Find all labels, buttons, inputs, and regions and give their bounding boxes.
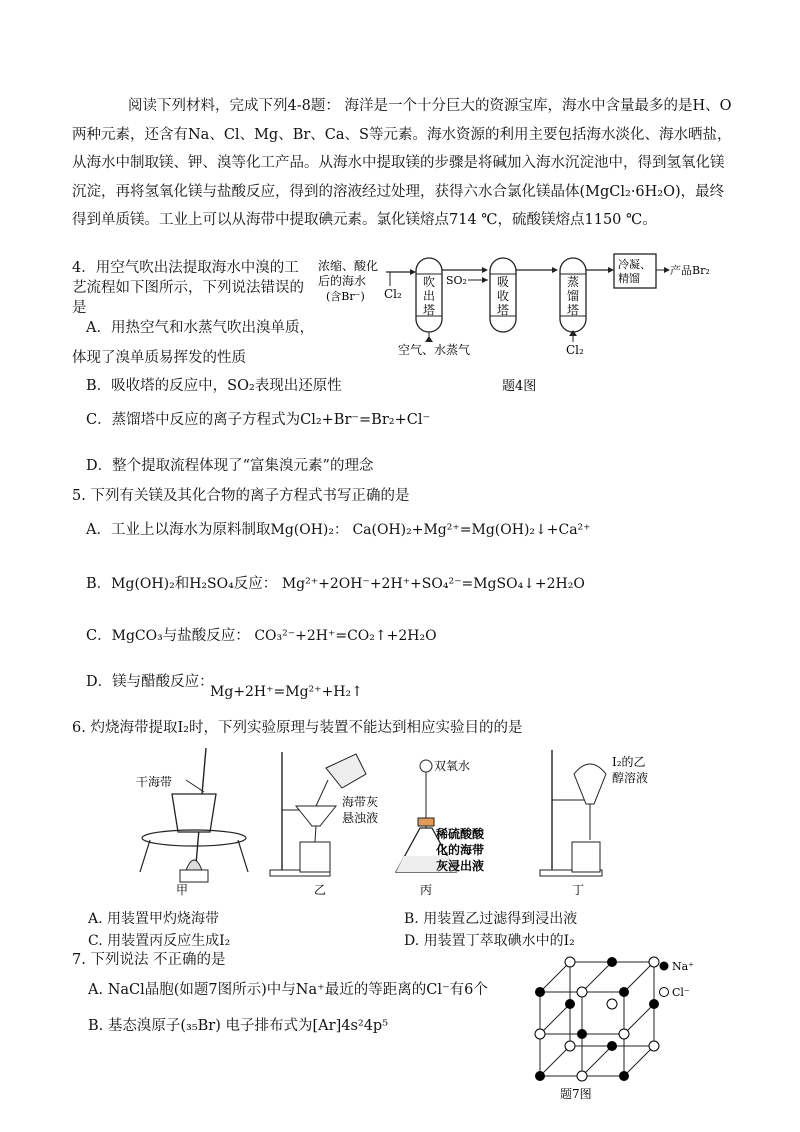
q5-c-label: C． <box>86 628 112 644</box>
q5-a-equation: ： Ca(OH)₂+Mg²⁺=Mg(OH)₂↓+Ca²⁺ <box>334 522 591 538</box>
stopper <box>418 818 434 826</box>
q5-b-label: B． <box>86 576 112 592</box>
q7-option-a: A. NaCl晶胞(如题7图所示)中与Na⁺最近的等距离的Cl⁻有6个 <box>88 982 488 998</box>
funnel <box>296 806 336 826</box>
q5-b-formula2: H₂SO₄ <box>189 576 234 592</box>
q4-stem-line2: 艺流程如下图所示，下列说法错误的 <box>72 280 304 296</box>
yi-label-2: 悬浊液 <box>342 811 379 825</box>
q5-c-text: 与盐酸反应： <box>162 628 250 644</box>
ding-label-1: I₂的乙 <box>612 755 646 769</box>
q4-option-a-line2: 体现了溴单质易挥发的性质 <box>72 350 246 366</box>
tower2-char2: 收 <box>497 289 510 303</box>
q6-option-a: A. 用装置甲灼烧海带 <box>88 911 220 927</box>
figure4-caption: 题4图 <box>502 379 537 394</box>
so2-arrowhead <box>482 277 488 283</box>
q6-option-c: C. 用装置丙反应生成I₂ <box>88 933 231 949</box>
cl2-bottom-label: Cl₂ <box>566 343 584 357</box>
arrow-to-distiller-head <box>552 267 558 273</box>
apparatus-jia <box>136 748 248 897</box>
q5-option-b <box>86 570 585 598</box>
q5-b-and: 和 <box>174 576 190 592</box>
input-label-1: 浓缩、酸化 <box>318 259 379 273</box>
figure7-caption: 题7图 <box>560 1087 592 1101</box>
q6-stem: 6. 灼烧海带提取I₂时，下列实验原理与装置不能达到相应实验目的的是 <box>72 720 523 736</box>
apparatus-bing <box>396 758 485 897</box>
q5-b-react: 反应： <box>233 576 278 592</box>
box-label-1: 冷凝、 <box>618 258 651 271</box>
q4-stem-line3: 是 <box>72 300 87 316</box>
tower2-char1: 吸 <box>497 275 510 289</box>
product-label: 产品Br₂ <box>670 264 710 277</box>
q6-apparatus-figure <box>120 744 680 900</box>
jia-label: 干海带 <box>136 775 173 789</box>
lamp <box>180 870 208 882</box>
q5-a-formula: Mg(OH)₂ <box>270 522 335 538</box>
q4-option-b: B．吸收塔的反应中，SO₂表现出还原性 <box>86 378 342 394</box>
ding-caption: 丁 <box>572 883 585 897</box>
q5-a-text: A．工业上以海水为原料制取 <box>86 522 271 538</box>
q5-stem: 5. 下列有关镁及其化合物的离子方程式书写正确的是 <box>72 488 410 504</box>
tower3-char1: 蒸 <box>567 275 580 289</box>
crucible <box>172 794 216 832</box>
beaker-ding <box>572 842 600 872</box>
tower3-char2: 馏 <box>567 289 580 303</box>
pour-beaker <box>326 754 366 788</box>
q6-option-b: B. 用装置乙过滤得到浸出液 <box>404 911 578 927</box>
reading-passage: 阅读下列材料，完成下列4-8题： 海洋是一个十分巨大的资源宝库，海水中含量最多的是H、O两种元素，还含有Na、Cl、Mg、Br、Ca、S等元素。海水资源的利用主要包括海水淡化、海水晒盐，从海水中制取镁、钾、溴等化工产品。从海水中提取镁的步骤是将碱加入海水沉淀池中，得到氢氧化镁沉淀，再将氢氧化镁与盐酸反应，得到的溶液经过处理，获得六水合氯化镁晶体(MgCl₂·6H₂O)，最终得到单质镁。工业上可以从海带中提取碘元素。氯化镁熔点714 ℃，硫酸镁熔点1150 ℃。 <box>72 98 732 228</box>
q5-c-equation: CO₃²⁻+2H⁺=CO₂↑+2H₂O <box>254 628 437 644</box>
bing-label-top: 双氧水 <box>434 759 471 773</box>
beaker-yi <box>300 842 330 872</box>
legend-na-dot <box>660 962 669 971</box>
q4-option-c-equation: Cl₂+Br⁻=Br₂+Cl⁻ <box>300 412 431 428</box>
yi-caption: 乙 <box>314 883 327 897</box>
q4-flow-diagram <box>312 250 732 400</box>
cl2-inlet-label: Cl₂ <box>384 287 402 301</box>
q6-option-d: D. 用装置丁萃取碘水中的I₂ <box>404 933 575 949</box>
arrow-to-absorber-head <box>482 267 488 273</box>
pour-rod <box>316 780 328 806</box>
air-steam-label: 空气、水蒸气 <box>398 343 471 357</box>
bing-label-3: 灰浸出液 <box>436 859 485 873</box>
ding-label-2: 醇溶液 <box>612 771 649 785</box>
q5-option-a <box>86 516 591 544</box>
tower1-char3: 塔 <box>423 303 436 317</box>
jia-pointer <box>186 780 204 792</box>
legend-cl-label: Cl⁻ <box>672 986 690 999</box>
q4-option-c-text: C．蒸馏塔中反应的离子方程式为 <box>86 412 301 428</box>
q7-stem: 7. 下列说法 不正确的是 <box>72 952 226 968</box>
q5-c-formula: MgCO₃ <box>111 628 163 644</box>
tower2-char3: 塔 <box>497 303 510 317</box>
input-label-2: 后的海水 <box>318 274 367 288</box>
so2-label: SO₂ <box>446 274 467 287</box>
bing-label-2: 化的海带 <box>436 843 485 857</box>
cell-frame <box>540 962 654 1076</box>
q5-option-d-equation: Mg+2H⁺=Mg²⁺+H₂↑ <box>210 684 363 700</box>
q4-option-a-line1: A．用热空气和水蒸气吹出溴单质， <box>86 320 314 336</box>
tripod-leg-r <box>238 840 248 872</box>
input-arrowhead <box>410 269 416 275</box>
apparatus-ding <box>540 750 648 897</box>
yi-label-1: 海带灰 <box>342 795 379 809</box>
tower1-char1: 吹 <box>423 275 436 289</box>
nacl-unit-cell <box>526 952 706 1102</box>
tower1-outlet-head <box>425 336 433 342</box>
separatory-funnel <box>574 764 606 804</box>
q5-b-equation: Mg²⁺+2OH⁻+2H⁺+SO₄²⁻=MgSO₄↓+2H₂O <box>281 576 585 592</box>
q5-option-d-text: D．镁与醋酸反应： <box>86 674 214 690</box>
q5-option-c <box>86 622 437 650</box>
tower1-char2: 出 <box>423 289 436 303</box>
q7-option-b: B. 基态溴原子(₃₅Br) 电子排布式为[Ar]4s²4p⁵ <box>88 1018 389 1034</box>
q4-option-c <box>86 406 430 434</box>
input-label-3: (含Br⁻) <box>326 290 365 303</box>
bing-label-1: 稀硫酸酸 <box>436 827 485 841</box>
q4-option-d: D．整个提取流程体现了“富集溴元素”的理念 <box>86 458 374 474</box>
arrow-to-condenser-head <box>608 267 614 273</box>
tower3-char3: 塔 <box>567 303 580 317</box>
q5-b-formula1: Mg(OH)₂ <box>111 576 175 592</box>
dropping-funnel-bulb <box>420 760 432 772</box>
bing-caption: 丙 <box>420 883 433 897</box>
box-label-2: 精馏 <box>618 272 640 285</box>
q4-stem-line1: 4．用空气吹出法提取海水中溴的工 <box>72 260 299 276</box>
tripod-leg-l <box>140 840 150 872</box>
jia-caption: 甲 <box>176 883 189 897</box>
legend-na-label: Na⁺ <box>672 960 694 973</box>
apparatus-yi <box>270 752 378 897</box>
legend-cl-dot <box>660 988 669 997</box>
